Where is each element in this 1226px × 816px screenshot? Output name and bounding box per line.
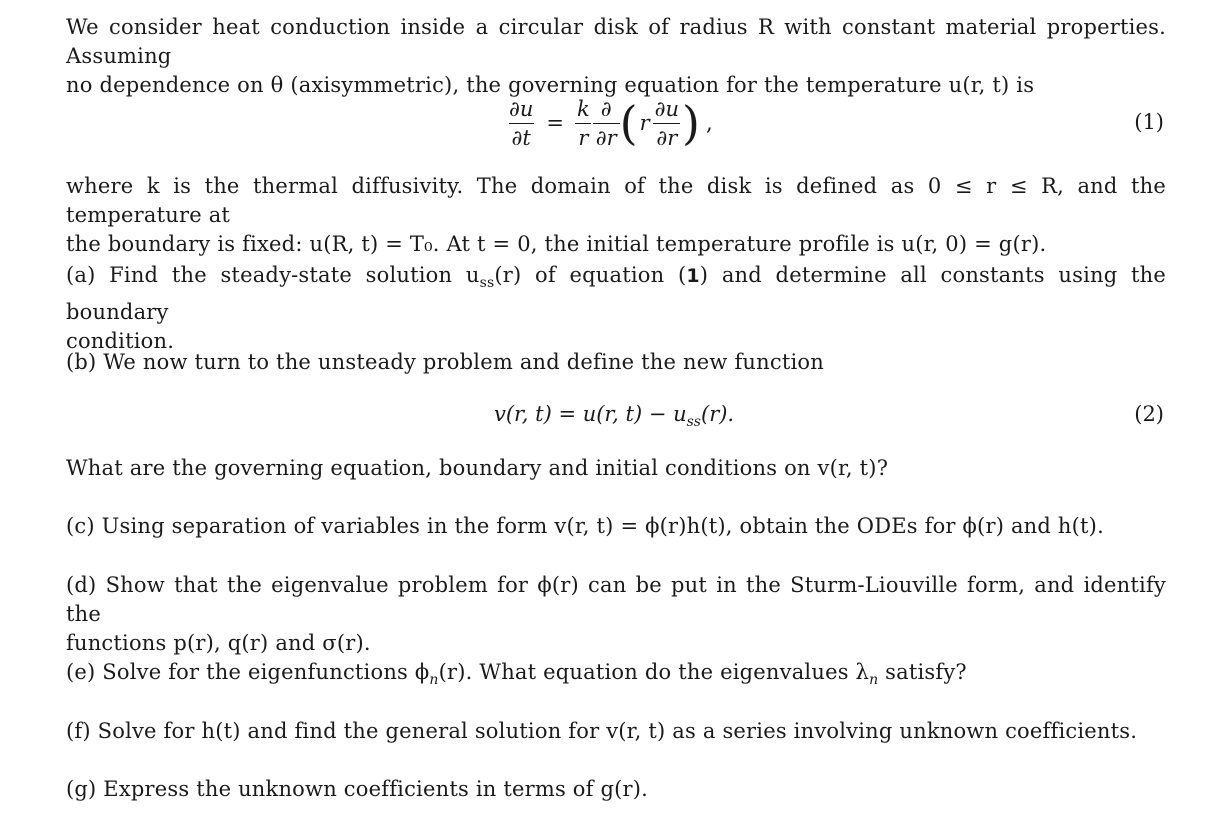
equation-1-number: (1) [1134,110,1164,134]
where-line-2: the boundary is fixed: u(R, t) = T₀. At t = 0, the initial temperature profile is u(r, 0) = g(r). [66,232,1047,256]
part-d-line-1: (d) Show that the eigenvalue problem for ϕ(r) can be put in the Sturm-Liouville form, and identify the [66,573,1166,626]
part-g: (g) Express the unknown coefficients in terms of g(r). [66,777,649,801]
k-over-r-fraction: $\frac{k}{r}$ [577,96,590,150]
part-c: (c) Using separation of variables in the form v(r, t) = ϕ(r)h(t), obtain the ODEs for ϕ(r) and h(t). [66,514,1104,538]
equation-2 [66,400,1166,434]
equation-trailing-comma: , [705,111,713,135]
part-f: (f) Solve for h(t) and find the general solution for v(r, t) as a series involving unknown coefficients. [66,719,1138,743]
partial-r-fraction: $\frac{\partial}{\partial r}$ [593,97,620,150]
equation-1 [66,88,1166,158]
equation-ref-link[interactable]: 1 [686,265,700,287]
where-line-1: where k is the thermal diffusivity. The domain of the disk is defined as 0 ≤ r ≤ R, and the temperature at [66,174,1166,227]
inner-r: r [639,111,650,135]
intro-line-1: We consider heat conduction inside a circular disk of radius R with constant material properties. Assuming [66,15,1166,68]
part-a [66,261,1166,356]
part-b: (b) We now turn to the unsteady problem and define the new function [66,350,824,374]
right-paren: ) [682,96,700,150]
intro-line-2: no dependence on θ (axisymmetric), the governing equation for the temperature u(r, t) is [66,73,1035,97]
left-paren: ( [619,96,638,150]
where-paragraph [66,172,1166,259]
lhs-fraction: $\frac{\partial u}{\partial t}$ [509,96,534,150]
equals-sign: = [546,111,564,135]
equation-2-number: (2) [1134,402,1164,426]
inner-fraction: $\frac{\partial u}{\partial r}$ [654,96,680,150]
part-d [66,571,1166,658]
part-e: (e) Solve for the eigenfunctions $\phi_n(r)$. What equation do the eigenvalues $\lambda_n$ satisfy? [66,660,967,689]
intro-paragraph [66,13,1166,100]
part-b-question: What are the governing equation, boundary and initial conditions on v(r, t)? [66,456,889,480]
part-a-line-2: condition. [66,329,175,354]
part-d-line-2: functions p(r), q(r) and σ(r). [66,631,371,655]
equation-1-body [506,88,713,158]
equation-2-body: v(r, t) = u(r, $t) - u_{ss}(r)$. [494,402,735,431]
part-a-line-1: (a) Find the steady-state solution $u_{ss}(r)$ of equation (1) and determine all constants using the boundary [66,263,1166,325]
